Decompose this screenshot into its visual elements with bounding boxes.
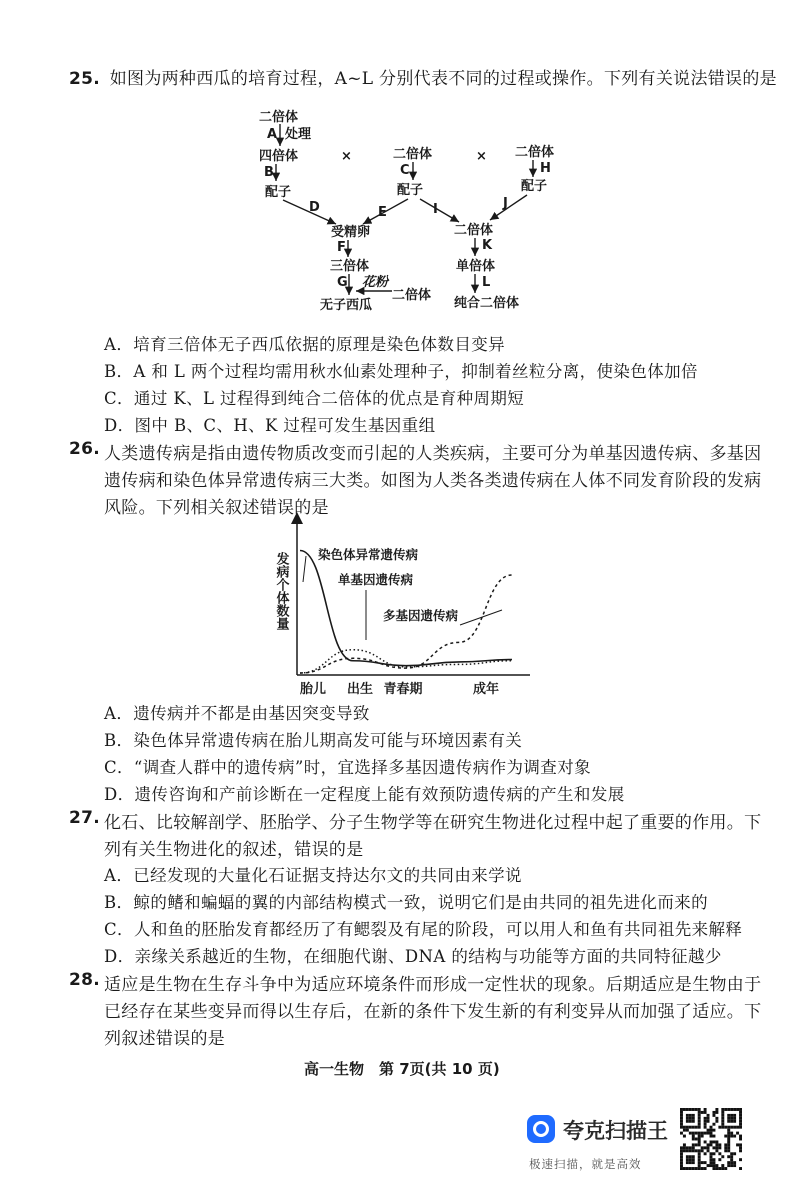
diploid-pollen-label: 二倍体: [392, 288, 432, 303]
option-c: C．通过 K、L 过程得到纯合二倍体的优点是育种周期短: [104, 389, 525, 408]
option-c: C．“调查人群中的遗传病”时，宜选择多基因遗传病作为调查对象: [104, 758, 591, 777]
option-b: B．鲸的鳍和蝙蝠的翼的内部结构模式一致，说明它们是由共同的祖先进化而来的: [104, 893, 709, 912]
gamete-right-label: 配子: [521, 179, 548, 194]
step-d-label: D: [309, 200, 320, 215]
step-e-label: E: [378, 205, 387, 220]
diploid-mid-label: 二倍体: [393, 147, 433, 162]
question-text-line: 已经存在某些变异而得以生存后，在新的条件下发生新的有利变异从而加强了适应。下: [104, 1002, 762, 1022]
option-c: C．人和鱼的胚胎发育都经历了有鳃裂及有尾的阶段，可以用人和鱼有共同祖先来解释: [104, 920, 743, 939]
triploid-label: 三倍体: [330, 259, 370, 274]
legend-label-0: 染色体异常遗传病: [318, 547, 419, 562]
question-text-line: 列叙述错误的是: [104, 1029, 226, 1049]
question-number: 27.: [69, 808, 101, 828]
option-b: B．A 和 L 两个过程均需用秋水仙素处理种子，抑制着丝粒分离，使染色体加倍: [104, 362, 698, 381]
option-a: A．培育三倍体无子西瓜依据的原理是染色体数目变异: [104, 335, 506, 354]
step-l-label: L: [482, 275, 491, 290]
legend-label-1: 单基因遗传病: [338, 572, 414, 587]
x-tick-label-2: 青春期: [383, 682, 423, 697]
question-text-line: 人类遗传病是指由遗传物质改变而引起的人类疾病，主要可分为单基因遗传病、多基因: [104, 444, 762, 464]
qr-code-icon: [680, 1108, 742, 1170]
page-footer: 高一生物 第 7页(共 10 页): [304, 1060, 500, 1078]
option-b: B．染色体异常遗传病在胎儿期高发可能与环境因素有关: [104, 731, 523, 750]
diploid-center-label: 二倍体: [454, 223, 494, 238]
question-number: 25.: [69, 69, 101, 89]
step-f-label: F: [337, 240, 346, 255]
tetraploid-label: 四倍体: [259, 149, 299, 164]
question-text-line: 化石、比较解剖学、胚胎学、分子生物学等在研究生物进化过程中起了重要的作用。下: [104, 813, 762, 833]
option-a: A．已经发现的大量化石证据支持达尔文的共同由来学说: [104, 866, 522, 885]
gamete-mid-label: 配子: [397, 183, 424, 198]
question-text-line: 列有关生物进化的叙述，错误的是: [104, 840, 364, 860]
scanner-logo-icon: [527, 1115, 555, 1143]
diploid-right-label: 二倍体: [515, 145, 555, 160]
step-a-label: A: [267, 127, 278, 142]
question-number: 28.: [69, 970, 101, 990]
arrow-j: [490, 195, 527, 220]
x-tick-label-1: 出生: [346, 682, 374, 697]
question-text-line: 适应是生物在生存斗争中为适应环境条件而形成一定性状的现象。后期适应是生物由于: [104, 975, 762, 995]
legend-leader-0: [303, 556, 306, 582]
diploid-top-label: 二倍体: [259, 110, 299, 125]
pollen-label: 花粉: [362, 275, 389, 290]
step-h-label: H: [540, 161, 551, 176]
seedless-watermelon-label: 无子西瓜: [320, 298, 373, 313]
step-i-label: I: [433, 202, 438, 217]
breeding-diagram: [0, 0, 800, 330]
cross-sign-2: ×: [476, 149, 487, 164]
step-b-label: B: [264, 165, 274, 180]
question-text-line: 遗传病和染色体异常遗传病三大类。如图为人类各类遗传病在人体不同发育阶段的发病: [104, 471, 762, 491]
step-g-label: G: [337, 275, 348, 290]
option-d: D．遗传咨询和产前诊断在一定程度上能有效预防遗传病的产生和发展: [104, 785, 625, 804]
y-axis-label: 发病个体数量: [273, 552, 289, 630]
option-d: D．亲缘关系越近的生物，在细胞代谢、DNA 的结构与功能等方面的共同特征越少: [104, 947, 722, 966]
question-text-line: 风险。下列相关叙述错误的是: [104, 498, 329, 518]
pure-diploid-label: 纯合二倍体: [454, 296, 520, 311]
option-a: A．遗传病并不都是由基因突变导致: [104, 704, 370, 723]
step-j-label: J: [503, 196, 508, 211]
legend-label-2: 多基因遗传病: [383, 608, 459, 623]
step-c-label: C: [400, 163, 410, 178]
scanner-app-name: 夸克扫描王: [563, 1119, 668, 1143]
legend-leader-2: [460, 610, 502, 625]
arrow-i: [420, 199, 459, 222]
treat-label: 处理: [285, 127, 312, 142]
step-k-label: K: [482, 238, 493, 253]
question-number: 26.: [69, 439, 101, 459]
x-tick-label-3: 成年: [472, 682, 500, 697]
disease-risk-chart: [270, 512, 540, 700]
gamete-left-label: 配子: [265, 185, 292, 200]
option-d: D．图中 B、C、H、K 过程可发生基因重组: [104, 416, 436, 435]
x-tick-label-0: 胎儿: [299, 682, 327, 697]
scanner-slogan: 极速扫描，就是高效: [529, 1157, 642, 1171]
cross-sign-1: ×: [341, 149, 352, 164]
haploid-label: 单倍体: [456, 259, 496, 274]
question-text: 如图为两种西瓜的培育过程，A~L 分别代表不同的过程或操作。下列有关说法错误的是: [109, 69, 777, 89]
zygote-label: 受精卵: [331, 225, 371, 240]
arrow-e: [363, 199, 408, 224]
